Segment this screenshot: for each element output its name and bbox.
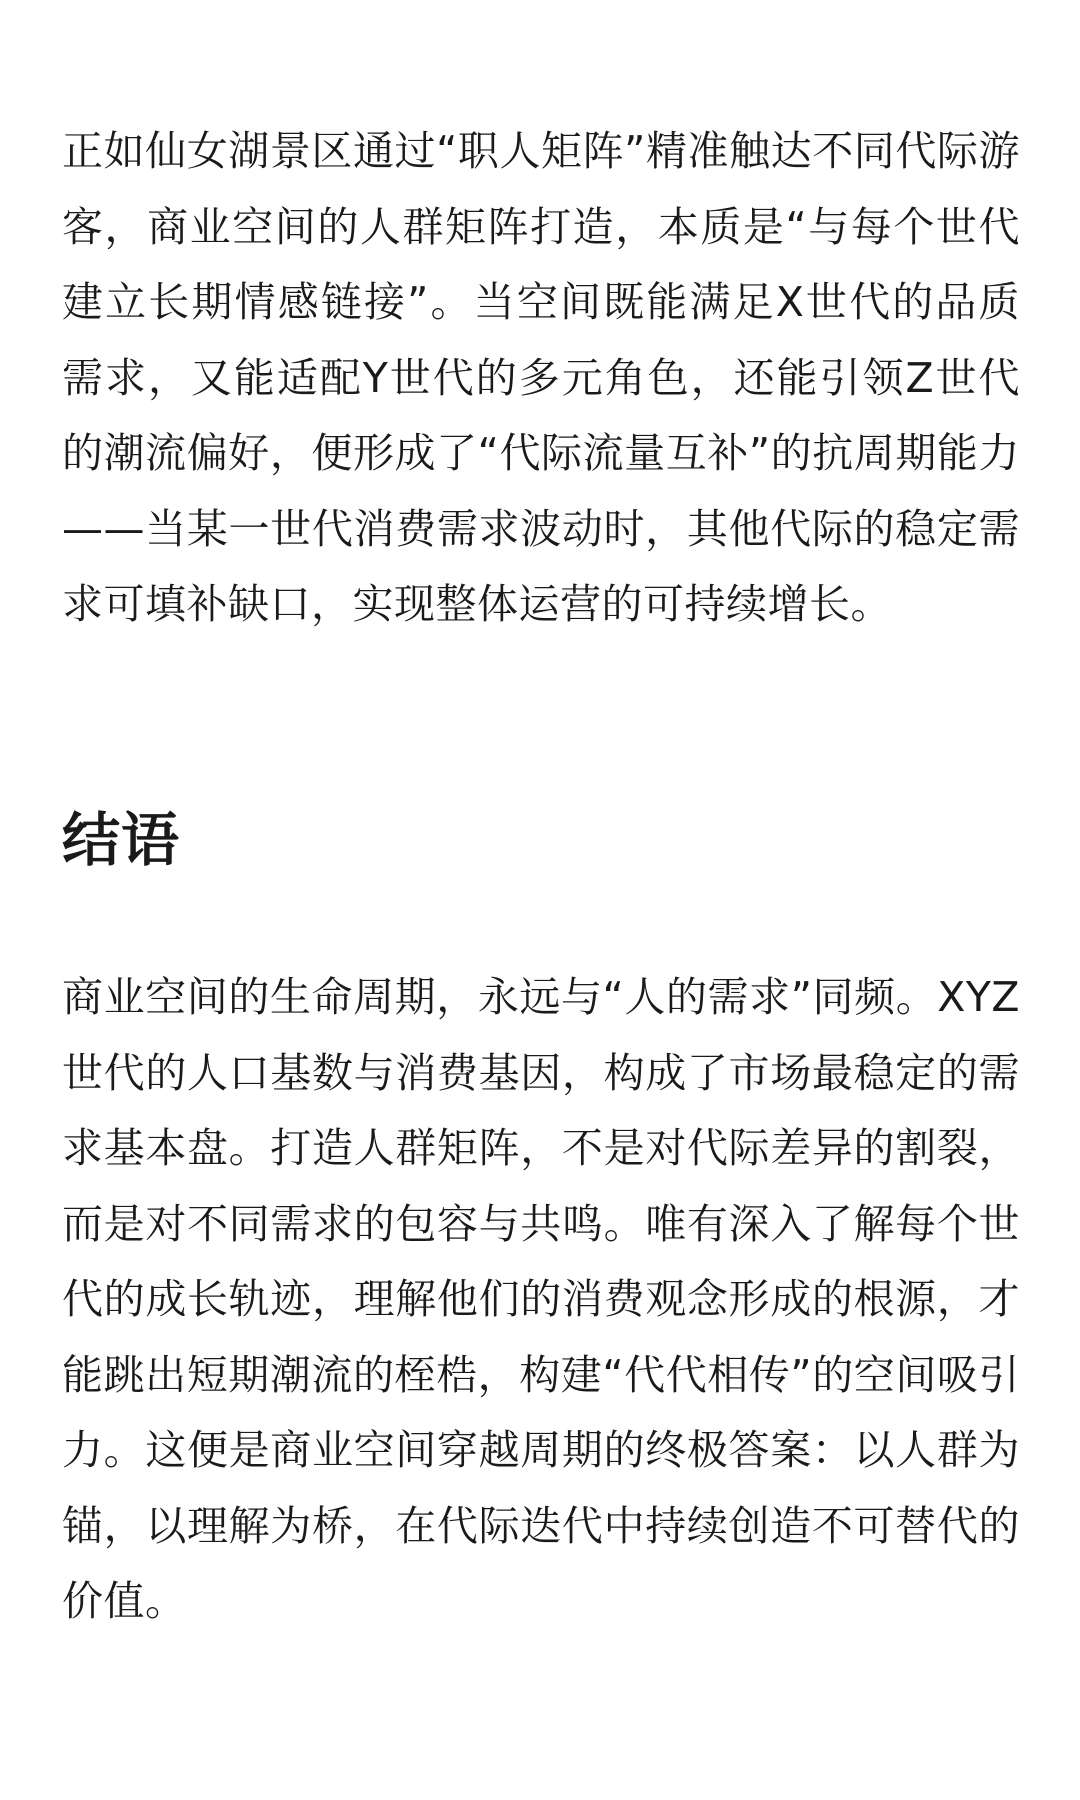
section-heading-conclusion: 结语 [62, 806, 181, 874]
paragraph-intro: 正如仙女湖景区通过“职人矩阵”精准触达不同代际游客，商业空间的人群矩阵打造，本质是“与每个世代建立长期情感链接”。当空间既能满足X世代的品质需求，又能适配Y世代的多元角色，还能引领Z世代的潮流偏好，便形成了“代际流量互补”的抗周期能力——当某一世代消费需求波动时，其他代际的稳定需求可填补缺口，实现整体运营的可持续增长。 [62, 127, 1020, 628]
paragraph-conclusion: 商业空间的生命周期，永远与“人的需求”同频。XYZ世代的人口基数与消费基因，构成了市场最稳定的需求基本盘。打造人群矩阵，不是对代际差异的割裂，而是对不同需求的包容与共鸣。唯有深入了解每个世代的成长轨迹，理解他们的消费观念形成的根源，才能跳出短期潮流的桎梏，构建“代代相传”的空间吸引力。这便是商业空间穿越周期的终极答案：以人群为锚，以理解为桥，在代际迭代中持续创造不可替代的价值。 [62, 973, 1020, 1625]
